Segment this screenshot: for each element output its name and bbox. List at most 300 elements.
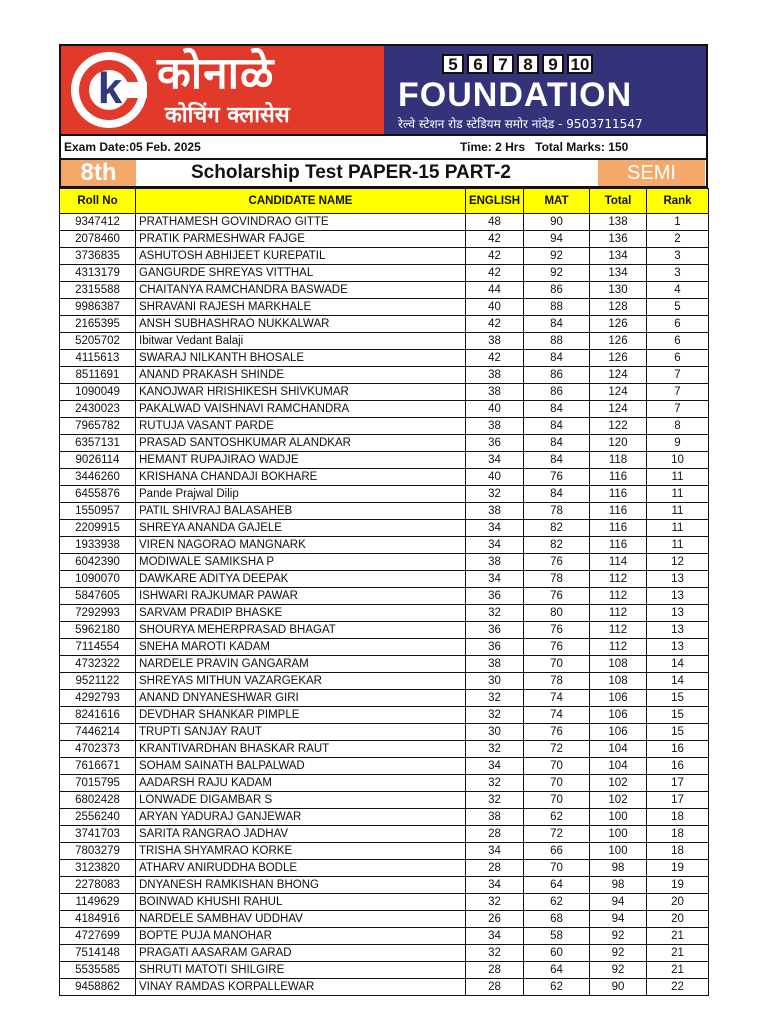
english-cell: 44 (466, 282, 524, 299)
table-row (60, 758, 709, 775)
table-row (60, 282, 709, 299)
english-cell: 30 (466, 673, 524, 690)
table-row (60, 333, 709, 350)
english-cell: 42 (466, 316, 524, 333)
table-row (60, 401, 709, 418)
roll-no-cell: 3736835 (60, 248, 136, 265)
col-candidate-name: CANDIDATE NAME (136, 189, 466, 214)
candidate-name-cell: PAKALWAD VAISHNAVI RAMCHANDRA (136, 401, 466, 418)
roll-no-cell: 9986387 (60, 299, 136, 316)
roll-no-cell: 1090070 (60, 571, 136, 588)
rank-cell: 9 (647, 435, 709, 452)
rank-cell: 11 (647, 503, 709, 520)
total-cell: 112 (590, 588, 647, 605)
mat-cell: 72 (524, 826, 590, 843)
total-cell: 126 (590, 350, 647, 367)
total-cell: 102 (590, 792, 647, 809)
english-cell: 36 (466, 588, 524, 605)
rank-cell: 21 (647, 962, 709, 979)
rank-cell: 21 (647, 945, 709, 962)
roll-no-cell: 4313179 (60, 265, 136, 282)
table-row (60, 792, 709, 809)
candidate-name-cell: NARDELE SAMBHAV UDDHAV (136, 911, 466, 928)
mat-cell: 78 (524, 673, 590, 690)
roll-no-cell: 9521122 (60, 673, 136, 690)
english-cell: 32 (466, 605, 524, 622)
table-row (60, 486, 709, 503)
total-cell: 128 (590, 299, 647, 316)
mat-cell: 86 (524, 282, 590, 299)
candidate-name-cell: CHAITANYA RAMCHANDRA BASWADE (136, 282, 466, 299)
table-row (60, 979, 709, 996)
table-row (60, 911, 709, 928)
total-cell: 92 (590, 945, 647, 962)
mat-cell: 94 (524, 231, 590, 248)
mat-cell: 60 (524, 945, 590, 962)
roll-no-cell: 2078460 (60, 231, 136, 248)
grade-number-box: 5 (442, 54, 464, 74)
total-cell: 106 (590, 707, 647, 724)
english-cell: 38 (466, 656, 524, 673)
table-row (60, 962, 709, 979)
roll-no-cell: 4292793 (60, 690, 136, 707)
candidate-name-cell: KRISHANA CHANDAJI BOKHARE (136, 469, 466, 486)
total-cell: 112 (590, 571, 647, 588)
english-cell: 42 (466, 231, 524, 248)
mat-cell: 80 (524, 605, 590, 622)
english-cell: 34 (466, 877, 524, 894)
table-row (60, 418, 709, 435)
address-line: रेल्वे स्टेशन रोड स्टेडियम समोर नांदेड - 9503711547 (398, 117, 643, 131)
table-row (60, 826, 709, 843)
mat-cell: 64 (524, 962, 590, 979)
total-cell: 116 (590, 469, 647, 486)
table-row (60, 503, 709, 520)
roll-no-cell: 7015795 (60, 775, 136, 792)
roll-no-cell: 4115613 (60, 350, 136, 367)
candidate-name-cell: SARITA RANGRAO JADHAV (136, 826, 466, 843)
roll-no-cell: 5847605 (60, 588, 136, 605)
title-row (59, 160, 708, 188)
rank-cell: 12 (647, 554, 709, 571)
candidate-name-cell: ANAND DNYANESHWAR GIRI (136, 690, 466, 707)
total-cell: 134 (590, 265, 647, 282)
candidate-name-cell: ATHARV ANIRUDDHA BODLE (136, 860, 466, 877)
english-cell: 34 (466, 520, 524, 537)
candidate-name-cell: HEMANT RUPAJIRAO WADJE (136, 452, 466, 469)
foundation-title: FOUNDATION (398, 76, 633, 114)
total-cell: 122 (590, 418, 647, 435)
roll-no-cell: 4702373 (60, 741, 136, 758)
rank-cell: 19 (647, 860, 709, 877)
total-cell: 112 (590, 605, 647, 622)
mat-cell: 76 (524, 588, 590, 605)
rank-cell: 13 (647, 571, 709, 588)
col-rank: Rank (647, 189, 709, 214)
table-header-row (60, 189, 709, 214)
roll-no-cell: 2209915 (60, 520, 136, 537)
candidate-name-cell: Pande Prajwal Dilip (136, 486, 466, 503)
table-row (60, 588, 709, 605)
rank-cell: 11 (647, 469, 709, 486)
candidate-name-cell: SOHAM SAINATH BALPALWAD (136, 758, 466, 775)
english-cell: 38 (466, 384, 524, 401)
mat-cell: 88 (524, 299, 590, 316)
rank-cell: 16 (647, 741, 709, 758)
total-cell: 100 (590, 809, 647, 826)
english-cell: 34 (466, 843, 524, 860)
candidate-name-cell: ANSH SUBHASHRAO NUKKALWAR (136, 316, 466, 333)
total-cell: 92 (590, 928, 647, 945)
total-cell: 94 (590, 894, 647, 911)
candidate-name-cell: GANGURDE SHREYAS VITTHAL (136, 265, 466, 282)
total-cell: 100 (590, 843, 647, 860)
paper-title: Scholarship Test PAPER-15 PART-2 (191, 162, 511, 183)
rank-cell: 11 (647, 537, 709, 554)
table-row (60, 894, 709, 911)
rank-cell: 14 (647, 656, 709, 673)
table-row (60, 520, 709, 537)
grade-number-box: 6 (467, 54, 489, 74)
roll-no-cell: 2556240 (60, 809, 136, 826)
col-total: Total (590, 189, 647, 214)
roll-no-cell: 7803279 (60, 843, 136, 860)
rank-cell: 19 (647, 877, 709, 894)
total-cell: 106 (590, 724, 647, 741)
total-cell: 130 (590, 282, 647, 299)
candidate-name-cell: SARVAM PRADIP BHASKE (136, 605, 466, 622)
total-cell: 112 (590, 639, 647, 656)
total-cell: 112 (590, 622, 647, 639)
candidate-name-cell: ISHWARI RAJKUMAR PAWAR (136, 588, 466, 605)
medium-label: SEMI (598, 160, 705, 186)
roll-no-cell: 5205702 (60, 333, 136, 350)
table-row (60, 775, 709, 792)
candidate-name-cell: PRASAD SANTOSHKUMAR ALANDKAR (136, 435, 466, 452)
total-cell: 126 (590, 316, 647, 333)
grade-numbers (442, 54, 593, 74)
rank-cell: 6 (647, 350, 709, 367)
rank-cell: 15 (647, 690, 709, 707)
grade-number-box: 10 (567, 54, 593, 74)
rank-cell: 16 (647, 758, 709, 775)
roll-no-cell: 7292993 (60, 605, 136, 622)
roll-no-cell: 8241616 (60, 707, 136, 724)
table-row (60, 350, 709, 367)
roll-no-cell: 1550957 (60, 503, 136, 520)
total-cell: 102 (590, 775, 647, 792)
rank-cell: 15 (647, 724, 709, 741)
table-row (60, 265, 709, 282)
candidate-name-cell: BOPTE PUJA MANOHAR (136, 928, 466, 945)
english-cell: 38 (466, 554, 524, 571)
mat-cell: 66 (524, 843, 590, 860)
brand-subtitle: कोचिंग क्लासेस (165, 103, 290, 128)
roll-no-cell: 6357131 (60, 435, 136, 452)
rank-cell: 6 (647, 333, 709, 350)
english-cell: 38 (466, 333, 524, 350)
english-cell: 34 (466, 537, 524, 554)
roll-no-cell: 4732322 (60, 656, 136, 673)
table-row (60, 316, 709, 333)
grade-number-box: 7 (492, 54, 514, 74)
english-cell: 38 (466, 809, 524, 826)
candidate-name-cell: PRATHAMESH GOVINDRAO GITTE (136, 214, 466, 231)
time-and-marks: Time: 2 Hrs Total Marks: 150 (460, 140, 629, 154)
table-row (60, 928, 709, 945)
table-row (60, 469, 709, 486)
candidate-name-cell: TRISHA SHYAMRAO KORKE (136, 843, 466, 860)
english-cell: 38 (466, 503, 524, 520)
roll-no-cell: 5962180 (60, 622, 136, 639)
english-cell: 38 (466, 418, 524, 435)
candidate-name-cell: ANAND PRAKASH SHINDE (136, 367, 466, 384)
grade-number-box: 8 (517, 54, 539, 74)
mat-cell: 92 (524, 248, 590, 265)
english-cell: 42 (466, 248, 524, 265)
roll-no-cell: 7514148 (60, 945, 136, 962)
total-cell: 104 (590, 741, 647, 758)
english-cell: 32 (466, 775, 524, 792)
roll-no-cell: 1090049 (60, 384, 136, 401)
table-row (60, 452, 709, 469)
brand-panel (61, 46, 384, 134)
rank-cell: 10 (647, 452, 709, 469)
roll-no-cell: 2165395 (60, 316, 136, 333)
col-mat: MAT (524, 189, 590, 214)
table-row (60, 843, 709, 860)
rank-cell: 5 (647, 299, 709, 316)
total-cell: 108 (590, 656, 647, 673)
rank-cell: 7 (647, 384, 709, 401)
total-cell: 106 (590, 690, 647, 707)
roll-no-cell: 2430023 (60, 401, 136, 418)
english-cell: 28 (466, 826, 524, 843)
total-cell: 116 (590, 486, 647, 503)
mat-cell: 76 (524, 639, 590, 656)
english-cell: 48 (466, 214, 524, 231)
mat-cell: 84 (524, 350, 590, 367)
roll-no-cell: 7965782 (60, 418, 136, 435)
english-cell: 32 (466, 894, 524, 911)
english-cell: 40 (466, 299, 524, 316)
total-cell: 90 (590, 979, 647, 996)
roll-no-cell: 2315588 (60, 282, 136, 299)
rank-cell: 11 (647, 520, 709, 537)
table-row (60, 622, 709, 639)
total-cell: 104 (590, 758, 647, 775)
roll-no-cell: 7114554 (60, 639, 136, 656)
total-cell: 116 (590, 520, 647, 537)
table-row (60, 860, 709, 877)
mat-cell: 62 (524, 979, 590, 996)
k-logo-icon: k (71, 52, 147, 128)
mat-cell: 84 (524, 435, 590, 452)
roll-no-cell: 8511691 (60, 367, 136, 384)
exam-info-row (59, 136, 708, 160)
mat-cell: 62 (524, 894, 590, 911)
table-row (60, 724, 709, 741)
table-row (60, 554, 709, 571)
english-cell: 38 (466, 367, 524, 384)
candidate-name-cell: VIREN NAGORAO MANGNARK (136, 537, 466, 554)
table-row (60, 367, 709, 384)
english-cell: 28 (466, 860, 524, 877)
brand-title: कोनाळे (157, 48, 275, 99)
mat-cell: 84 (524, 452, 590, 469)
total-cell: 118 (590, 452, 647, 469)
total-cell: 136 (590, 231, 647, 248)
mat-cell: 76 (524, 469, 590, 486)
header-banner (59, 44, 708, 136)
rank-cell: 6 (647, 316, 709, 333)
table-row (60, 877, 709, 894)
mat-cell: 74 (524, 707, 590, 724)
total-cell: 98 (590, 860, 647, 877)
mat-cell: 92 (524, 265, 590, 282)
roll-no-cell: 1149629 (60, 894, 136, 911)
roll-no-cell: 6802428 (60, 792, 136, 809)
roll-no-cell: 4727699 (60, 928, 136, 945)
english-cell: 26 (466, 911, 524, 928)
candidate-name-cell: SWARAJ NILKANTH BHOSALE (136, 350, 466, 367)
mat-cell: 62 (524, 809, 590, 826)
rank-cell: 15 (647, 707, 709, 724)
candidate-name-cell: LONWADE DIGAMBAR S (136, 792, 466, 809)
rank-cell: 7 (647, 401, 709, 418)
candidate-name-cell: SHRAVANI RAJESH MARKHALE (136, 299, 466, 316)
english-cell: 36 (466, 435, 524, 452)
mat-cell: 70 (524, 656, 590, 673)
table-row (60, 571, 709, 588)
total-cell: 92 (590, 962, 647, 979)
table-row (60, 231, 709, 248)
mat-cell: 74 (524, 690, 590, 707)
foundation-panel (384, 46, 706, 134)
english-cell: 32 (466, 741, 524, 758)
candidate-name-cell: KANOJWAR HRISHIKESH SHIVKUMAR (136, 384, 466, 401)
mat-cell: 72 (524, 741, 590, 758)
table-row (60, 605, 709, 622)
english-cell: 28 (466, 962, 524, 979)
roll-no-cell: 2278083 (60, 877, 136, 894)
total-cell: 124 (590, 367, 647, 384)
total-cell: 126 (590, 333, 647, 350)
table-row (60, 656, 709, 673)
english-cell: 34 (466, 571, 524, 588)
roll-no-cell: 1933938 (60, 537, 136, 554)
mat-cell: 76 (524, 622, 590, 639)
total-cell: 114 (590, 554, 647, 571)
mat-cell: 86 (524, 367, 590, 384)
candidate-name-cell: BOINWAD KHUSHI RAHUL (136, 894, 466, 911)
rank-cell: 18 (647, 826, 709, 843)
candidate-name-cell: PRAGATI AASARAM GARAD (136, 945, 466, 962)
rank-cell: 3 (647, 248, 709, 265)
candidate-name-cell: RUTUJA VASANT PARDE (136, 418, 466, 435)
english-cell: 34 (466, 758, 524, 775)
mat-cell: 70 (524, 758, 590, 775)
candidate-name-cell: DAWKARE ADITYA DEEPAK (136, 571, 466, 588)
table-row (60, 945, 709, 962)
col-english: ENGLISH (466, 189, 524, 214)
english-cell: 30 (466, 724, 524, 741)
candidate-name-cell: ASHUTOSH ABHIJEET KUREPATIL (136, 248, 466, 265)
mat-cell: 76 (524, 724, 590, 741)
total-cell: 116 (590, 537, 647, 554)
candidate-name-cell: PRATIK PARMESHWAR FAJGE (136, 231, 466, 248)
rank-cell: 13 (647, 622, 709, 639)
total-cell: 116 (590, 503, 647, 520)
candidate-name-cell: AADARSH RAJU KADAM (136, 775, 466, 792)
total-cell: 124 (590, 401, 647, 418)
roll-no-cell: 3741703 (60, 826, 136, 843)
english-cell: 34 (466, 928, 524, 945)
english-cell: 32 (466, 707, 524, 724)
result-sheet (59, 44, 708, 996)
roll-no-cell: 7616671 (60, 758, 136, 775)
candidate-name-cell: DEVDHAR SHANKAR PIMPLE (136, 707, 466, 724)
mat-cell: 84 (524, 418, 590, 435)
rank-cell: 13 (647, 605, 709, 622)
english-cell: 40 (466, 401, 524, 418)
mat-cell: 70 (524, 860, 590, 877)
english-cell: 36 (466, 639, 524, 656)
table-row (60, 690, 709, 707)
english-cell: 42 (466, 265, 524, 282)
mat-cell: 86 (524, 384, 590, 401)
total-cell: 98 (590, 877, 647, 894)
rank-cell: 2 (647, 231, 709, 248)
roll-no-cell: 3446260 (60, 469, 136, 486)
mat-cell: 90 (524, 214, 590, 231)
mat-cell: 68 (524, 911, 590, 928)
rank-cell: 20 (647, 911, 709, 928)
roll-no-cell: 7446214 (60, 724, 136, 741)
mat-cell: 88 (524, 333, 590, 350)
rank-cell: 13 (647, 588, 709, 605)
roll-no-cell: 9026114 (60, 452, 136, 469)
table-row (60, 384, 709, 401)
english-cell: 34 (466, 452, 524, 469)
table-row (60, 673, 709, 690)
mat-cell: 84 (524, 486, 590, 503)
english-cell: 36 (466, 622, 524, 639)
roll-no-cell: 9347412 (60, 214, 136, 231)
col-roll-no: Roll No (60, 189, 136, 214)
candidate-name-cell: SNEHA MAROTI KADAM (136, 639, 466, 656)
table-row (60, 248, 709, 265)
results-table (59, 188, 709, 996)
candidate-name-cell: ARYAN YADURAJ GANJEWAR (136, 809, 466, 826)
candidate-name-cell: DNYANESH RAMKISHAN BHONG (136, 877, 466, 894)
candidate-name-cell: MODIWALE SAMIKSHA P (136, 554, 466, 571)
candidate-name-cell: NARDELE PRAVIN GANGARAM (136, 656, 466, 673)
mat-cell: 82 (524, 520, 590, 537)
roll-no-cell: 9458862 (60, 979, 136, 996)
rank-cell: 4 (647, 282, 709, 299)
rank-cell: 8 (647, 418, 709, 435)
mat-cell: 84 (524, 316, 590, 333)
grade-number-box: 9 (542, 54, 564, 74)
candidate-name-cell: PATIL SHIVRAJ BALASAHEB (136, 503, 466, 520)
english-cell: 32 (466, 945, 524, 962)
total-cell: 120 (590, 435, 647, 452)
table-body (60, 214, 709, 996)
rank-cell: 21 (647, 928, 709, 945)
rank-cell: 13 (647, 639, 709, 656)
english-cell: 42 (466, 350, 524, 367)
